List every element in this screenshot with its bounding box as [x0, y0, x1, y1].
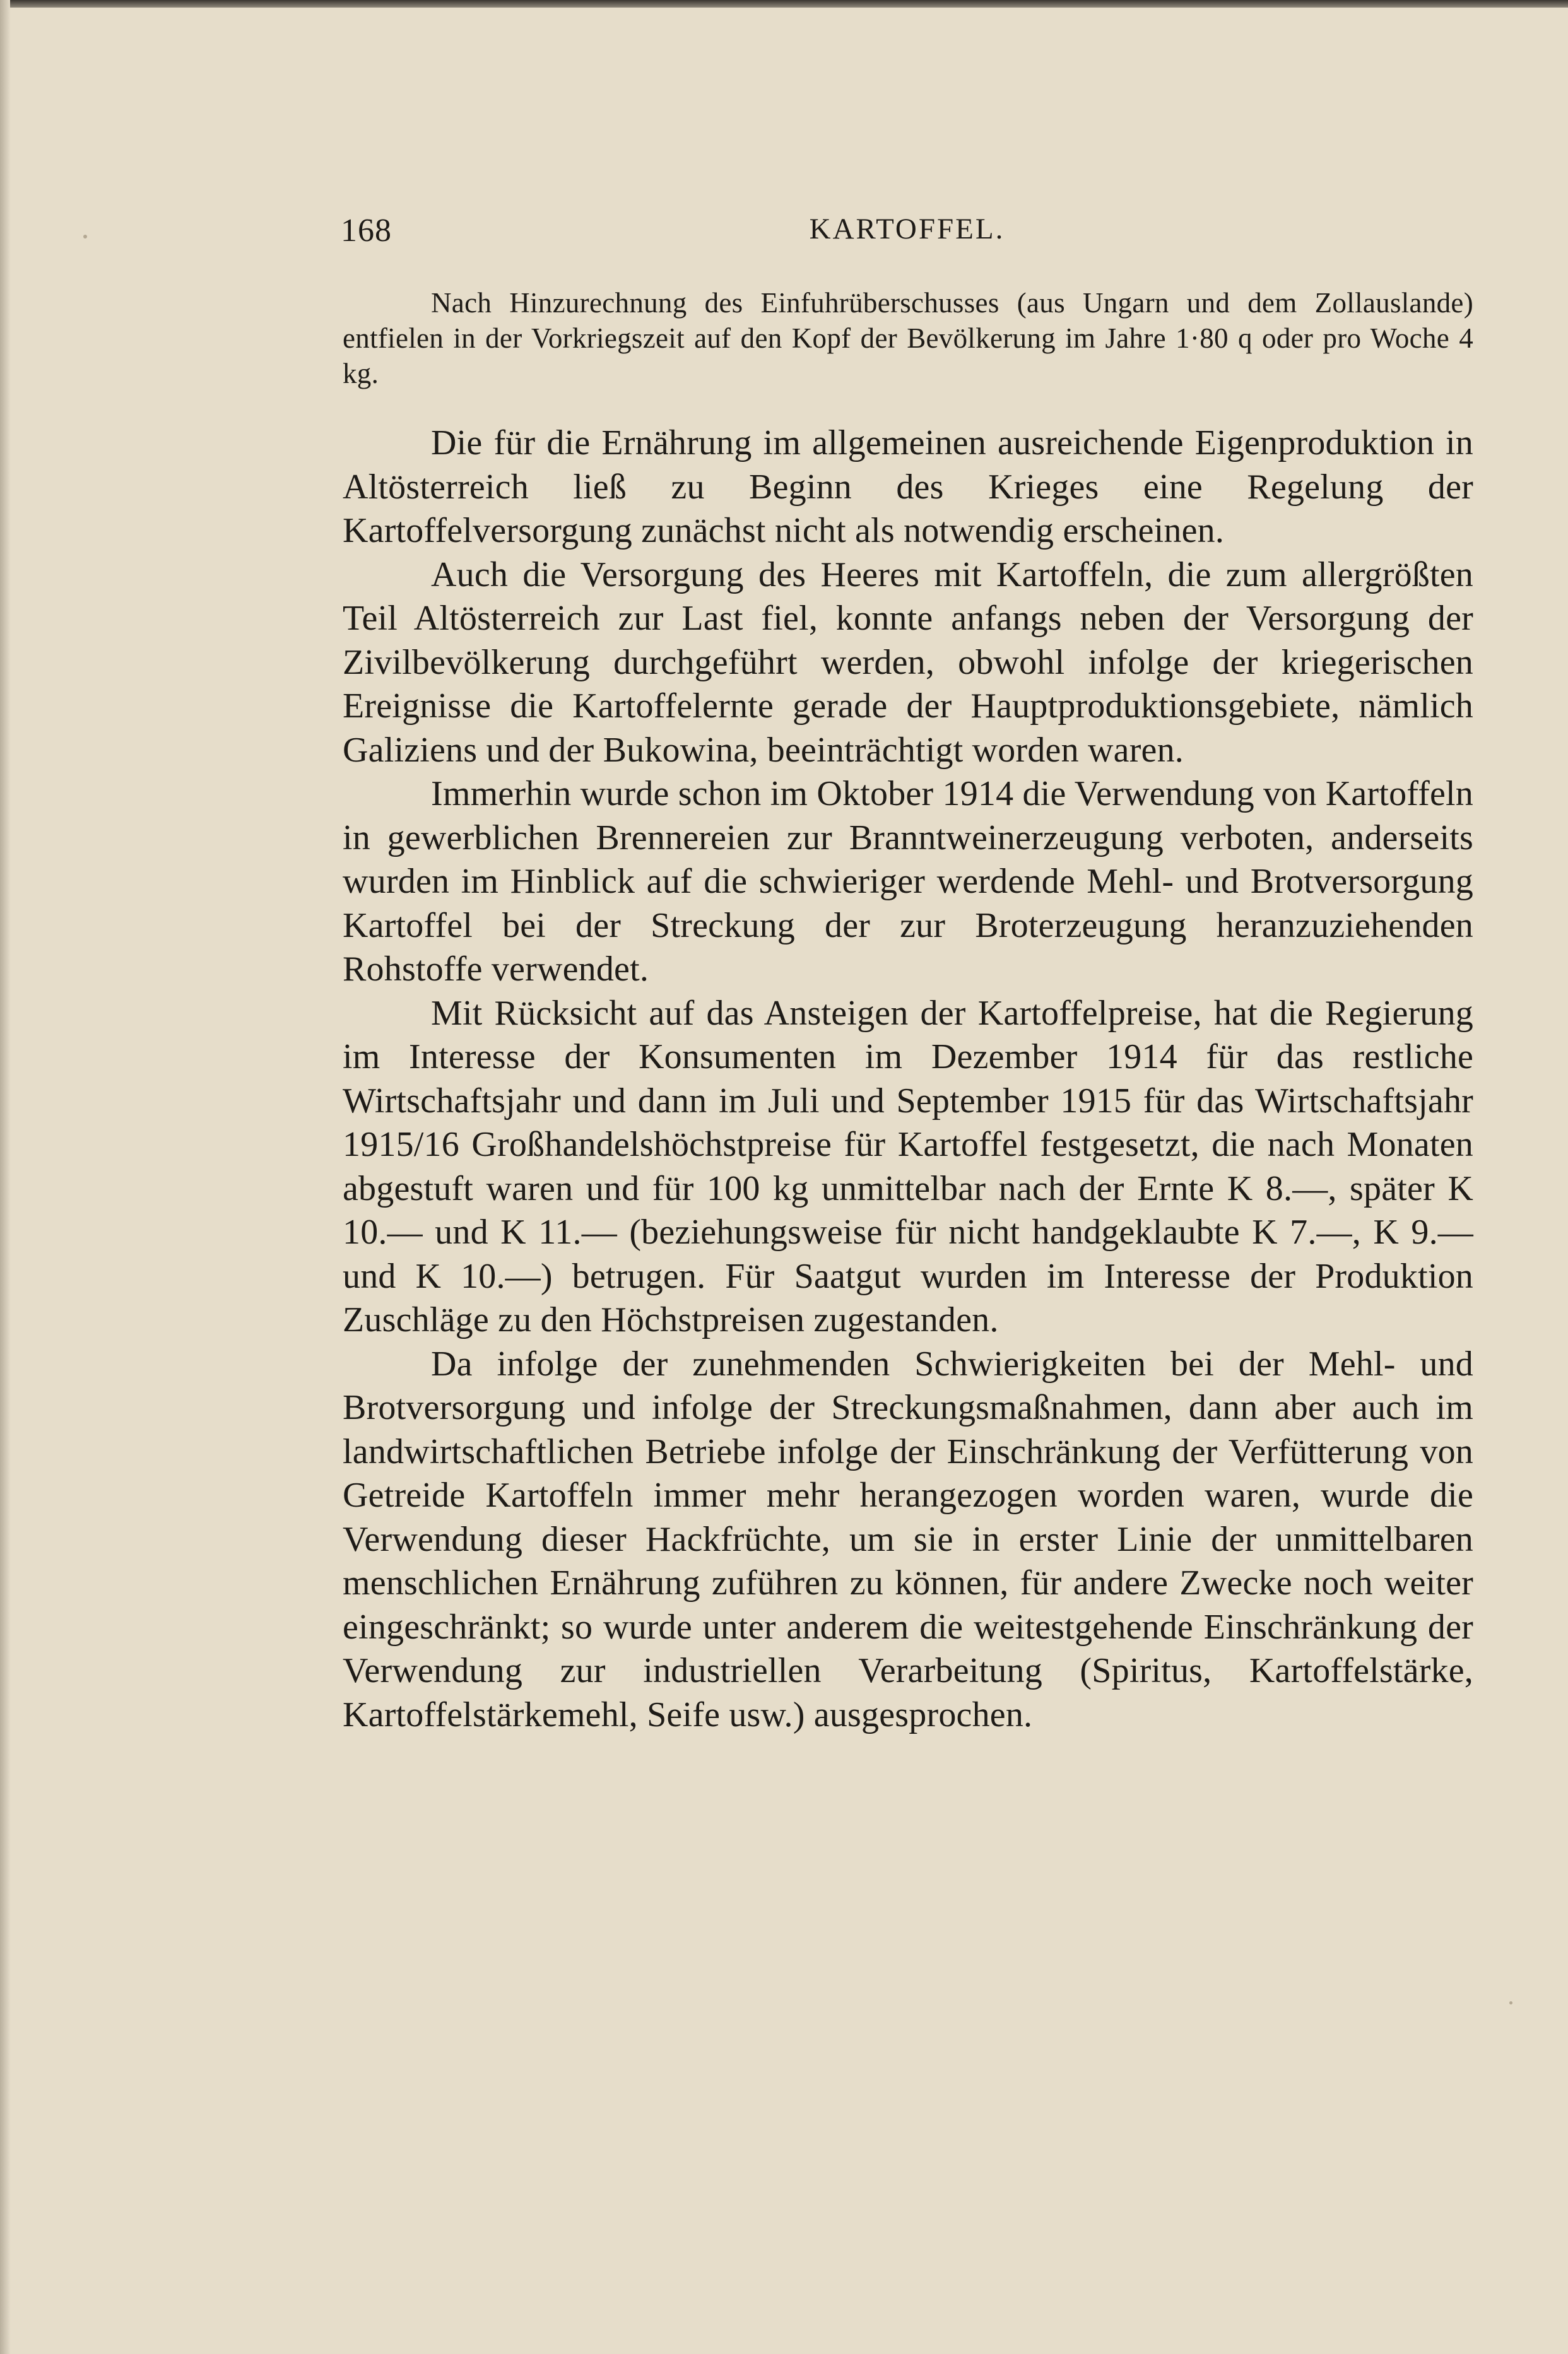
- page-number: 168: [341, 213, 392, 249]
- body-text: [343, 285, 1473, 1737]
- paragraph: Immerhin wurde schon im Oktober 1914 die Verwendung von Kartoffeln in gewerblichen Brennereien zur Branntweinerzeugung verboten, anderseits wurden im Hinblick auf die schwieriger werdende Mehl- und Brotversorgung Kartoffel bei der Streckung der zur Broterzeugung heranzuziehenden Rohstoffe verwendet.: [343, 774, 1473, 989]
- paragraph: Mit Rücksicht auf das Ansteigen der Kartoffelpreise, hat die Regierung im Interesse der Konsumenten im Dezember 1914 für das restliche Wirtschaftsjahr und dann im Juli und September 1915 für das Wirtschaftsjahr 1915/16 Großhandelshöchstpreise für Kartoffel festgesetzt, die nach Monaten abgestuft waren und für 100 kg unmittelbar nach der Ernte K 8.—, später K 10.— und K 11.— (beziehungsweise für nicht handgeklaubte K 7.—, K 9.— und K 10.—) betrugen. Für Saatgut wurden im Interesse der Produktion Zuschläge zu den Höchstpreisen zugestanden.: [343, 993, 1473, 1339]
- paragraph: Auch die Versorgung des Heeres mit Kartoffeln, die zum allergrößten Teil Altösterreich zur Last fiel, konnte anfangs neben der Versorgung der Zivilbevölkerung durchgeführt werden, obwohl infolge der kriegerischen Ereignisse die Kartoffelernte gerade der Hauptproduktionsgebiete, nämlich Galiziens und der Bukowina, beeinträchtigt worden waren.: [343, 555, 1473, 770]
- paragraph: Da infolge der zunehmenden Schwierigkeiten bei der Mehl- und Brotversorgung und infolge der Streckungsmaßnahmen, dann aber auch im landwirtschaftlichen Betriebe infolge der Einschränkung der Verfütterung von Getreide Kartoffeln immer mehr herangezogen worden waren, wurde die Verwendung dieser Hackfrüchte, um sie in erster Linie der unmittelbaren menschlichen Ernährung zuführen zu können, für andere Zwecke noch weiter eingeschränkt; so wurde unter anderem die weitestgehende Einschränkung der Verwendung zur industriellen Verarbeitung (Spiritus, Kartoffelstärke, Kartoffelstärkemehl, Seife usw.) ausgesprochen.: [343, 1344, 1473, 1734]
- paper-spot: [83, 235, 87, 238]
- chapter-title: KARTOFFEL.: [809, 213, 1005, 245]
- paper-spot: [1509, 2001, 1512, 2004]
- page-top-edge: [0, 0, 1568, 8]
- footnote: Nach Hinzurechnung des Einfuhrüberschusses (aus Ungarn und dem Zollauslande) entfielen in der Vorkriegszeit auf den Kopf der Bevölkerung im Jahre 1·80 q oder pro Woche 4 kg.: [343, 287, 1473, 389]
- paragraph: Die für die Ernährung im allgemeinen ausreichende Eigenproduktion in Altösterreich ließ zu Beginn des Krieges eine Regelung der Kartoffelversorgung zunächst nicht als notwendig erscheinen.: [343, 423, 1473, 550]
- page-left-edge: [0, 0, 10, 2354]
- running-head: [341, 212, 1473, 262]
